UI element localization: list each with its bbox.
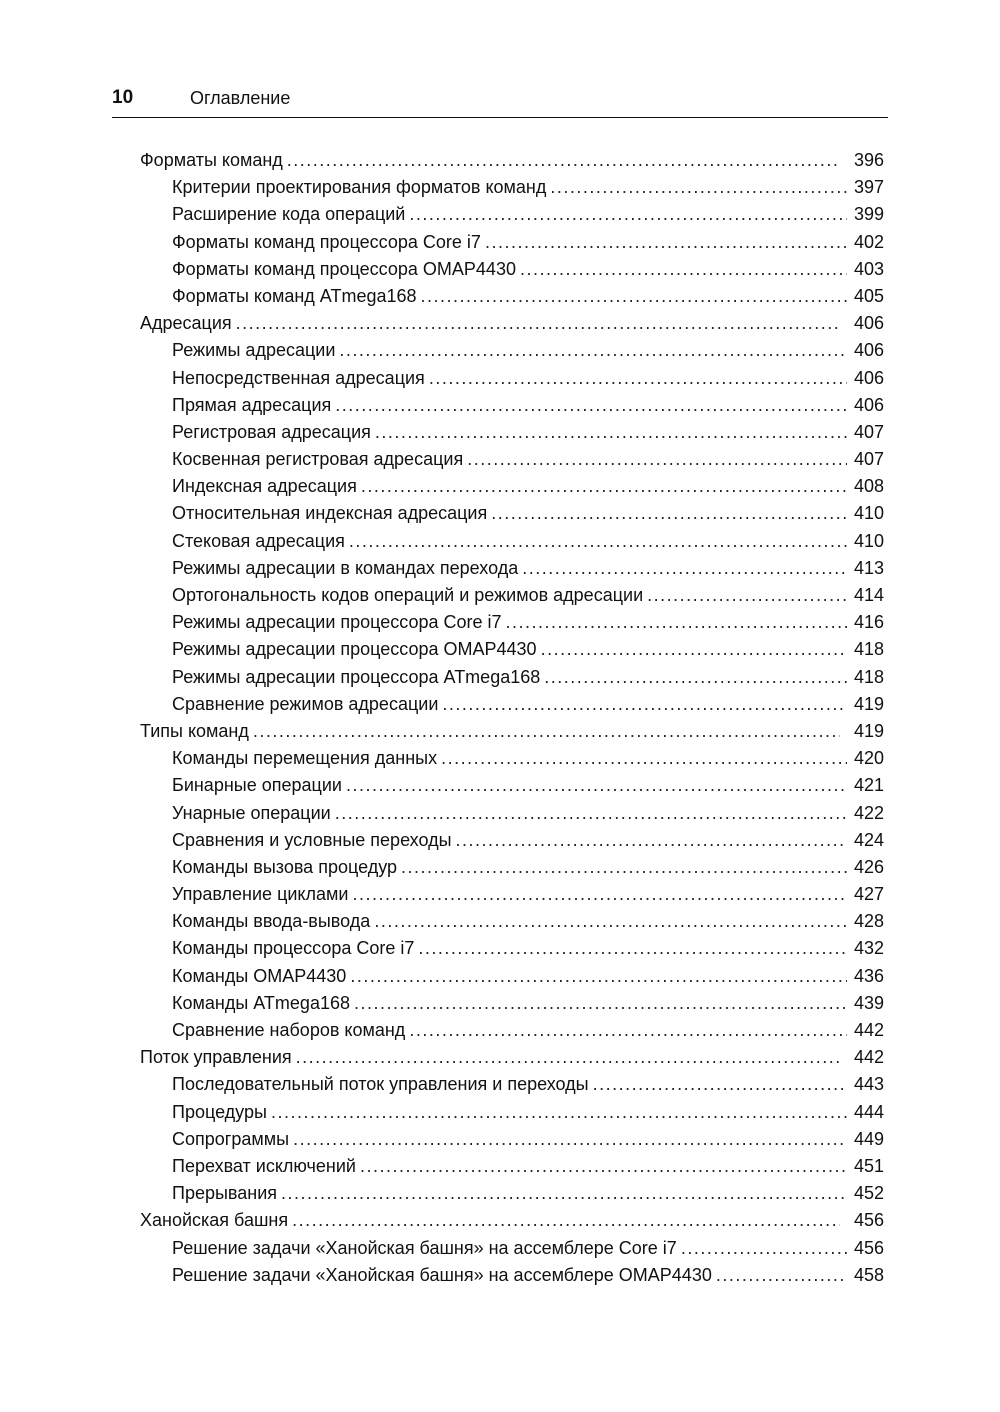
toc-entry-page: 419 xyxy=(853,693,884,714)
toc-dot-leader xyxy=(293,1126,847,1153)
toc-subsection-entry xyxy=(140,283,884,310)
toc-entry-page: 406 xyxy=(853,340,884,361)
toc-dot-leader xyxy=(401,854,847,881)
toc-dot-leader xyxy=(429,365,847,392)
toc-entry-title: Непосредственная адресация xyxy=(172,367,425,388)
toc-dot-leader xyxy=(281,1180,847,1207)
toc-entry-page: 458 xyxy=(853,1264,884,1285)
toc-entry-title: Команды ATmega168 xyxy=(172,992,350,1013)
toc-subsection-entry xyxy=(140,1180,884,1207)
toc-dot-leader xyxy=(681,1235,847,1262)
toc-entry-title: Прерывания xyxy=(172,1183,278,1204)
toc-dot-leader xyxy=(421,283,847,310)
toc-entry-title: Режимы адресации процессора ATmega168 xyxy=(172,666,541,687)
toc-subsection-entry xyxy=(140,392,884,419)
toc-entry-title: Перехват исключений xyxy=(172,1155,356,1176)
toc-entry-title: Бинарные операции xyxy=(172,775,342,796)
toc-entry-page: 407 xyxy=(853,449,884,470)
toc-entry-title: Команды вызова процедур xyxy=(172,856,397,877)
toc-entry-page: 428 xyxy=(853,911,884,932)
toc-entry-title: Унарные операции xyxy=(172,802,331,823)
toc-subsection-entry xyxy=(140,1235,884,1262)
toc-dot-leader xyxy=(491,500,847,527)
toc-subsection-entry xyxy=(140,1099,884,1126)
toc-entry-title: Адресация xyxy=(140,313,232,334)
toc-section-entry xyxy=(140,718,884,745)
toc-dot-leader xyxy=(287,147,840,174)
toc-entry-page: 410 xyxy=(853,530,884,551)
page-number: 10 xyxy=(112,87,134,108)
header-rule xyxy=(112,117,888,118)
toc-dot-leader xyxy=(520,256,847,283)
toc-entry-page: 402 xyxy=(853,231,884,252)
toc-dot-leader xyxy=(485,229,847,256)
toc-dot-leader xyxy=(541,636,847,663)
toc-subsection-entry xyxy=(140,854,884,881)
toc-dot-leader xyxy=(550,174,847,201)
toc-subsection-entry xyxy=(140,473,884,500)
toc-section-entry xyxy=(140,310,884,337)
toc-dot-leader xyxy=(506,609,847,636)
toc-dot-leader xyxy=(467,446,847,473)
toc-entry-page: 443 xyxy=(853,1074,884,1095)
toc-entry-page: 406 xyxy=(853,367,884,388)
toc-dot-leader xyxy=(418,935,847,962)
toc-subsection-entry xyxy=(140,745,884,772)
toc-entry-title: Режимы адресации процессора Core i7 xyxy=(172,612,502,633)
toc-entry-title: Процедуры xyxy=(172,1101,267,1122)
toc-entry-page: 427 xyxy=(853,884,884,905)
toc-entry-title: Решение задачи «Ханойская башня» на ассемблере Core i7 xyxy=(172,1237,677,1258)
toc-entry-title: Критерии проектирования форматов команд xyxy=(172,177,547,198)
toc-entry-page: 442 xyxy=(853,1047,884,1068)
toc-entry-page: 396 xyxy=(853,150,884,170)
toc-subsection-entry xyxy=(140,664,884,691)
toc-dot-leader xyxy=(346,772,847,799)
toc-subsection-entry xyxy=(140,772,884,799)
toc-dot-leader xyxy=(339,337,847,364)
toc-entry-page: 405 xyxy=(853,285,884,306)
toc-dot-leader xyxy=(236,310,840,337)
toc-dot-leader xyxy=(361,473,847,500)
toc-entry-page: 432 xyxy=(853,938,884,959)
toc-entry-title: Стековая адресация xyxy=(172,530,345,551)
toc-entry-page: 442 xyxy=(853,1020,884,1040)
toc-entry-page: 422 xyxy=(853,802,884,823)
toc-entry-page: 456 xyxy=(853,1237,884,1258)
toc-subsection-entry xyxy=(140,500,884,527)
toc-entry-title: Команды процессора Core i7 xyxy=(172,938,415,959)
toc-subsection-entry xyxy=(140,1071,884,1098)
toc-section-entry xyxy=(140,147,884,174)
toc-dot-leader xyxy=(441,745,847,772)
toc-entry-page: 444 xyxy=(853,1101,884,1122)
toc-dot-leader xyxy=(522,555,847,582)
toc-subsection-entry xyxy=(140,908,884,935)
toc-dot-leader xyxy=(442,691,847,718)
toc-dot-leader xyxy=(349,528,847,555)
toc-entry-title: Команды ввода-вывода xyxy=(172,911,371,932)
toc-entry-page: 451 xyxy=(853,1155,884,1176)
toc-dot-leader xyxy=(544,664,847,691)
toc-entry-page: 399 xyxy=(853,204,884,225)
toc-subsection-entry xyxy=(140,555,884,582)
toc-dot-leader xyxy=(456,827,847,854)
toc-entry-page: 408 xyxy=(853,476,884,497)
toc-subsection-entry xyxy=(140,881,884,908)
toc-entry-page: 426 xyxy=(853,856,884,877)
toc-dot-leader xyxy=(647,582,847,609)
running-title: Оглавление xyxy=(190,88,291,108)
toc-entry-page: 424 xyxy=(853,829,884,850)
toc-subsection-entry xyxy=(140,609,884,636)
toc-entry-title: Последовательный поток управления и переходы xyxy=(172,1074,589,1095)
toc-entry-title: Команды перемещения данных xyxy=(172,748,438,769)
toc-dot-leader xyxy=(335,392,847,419)
toc-entry-page: 397 xyxy=(853,177,884,198)
toc-subsection-entry xyxy=(140,636,884,663)
toc-entry-title: Управление циклами xyxy=(172,884,349,905)
toc-subsection-entry xyxy=(140,419,884,446)
toc-entry-page: 439 xyxy=(853,992,884,1013)
toc-entry-page: 436 xyxy=(853,965,884,986)
toc-entry-page: 407 xyxy=(853,421,884,442)
toc-dot-leader xyxy=(253,718,840,745)
toc-subsection-entry xyxy=(140,1017,884,1044)
toc-entry-title: Сопрограммы xyxy=(172,1128,290,1149)
toc-entry-title: Сравнения и условные переходы xyxy=(172,829,452,850)
toc-entry-title: Режимы адресации xyxy=(172,340,336,361)
toc-entry-page: 413 xyxy=(853,557,884,578)
toc-entry-page: 418 xyxy=(853,639,884,660)
toc-entry-page: 406 xyxy=(853,313,884,334)
toc-subsection-entry xyxy=(140,691,884,718)
toc-dot-leader xyxy=(409,1017,847,1044)
toc-entry-title: Прямая адресация xyxy=(172,394,332,415)
toc-entry-title: Сравнение наборов команд xyxy=(172,1020,406,1040)
toc-subsection-entry xyxy=(140,528,884,555)
toc-subsection-entry xyxy=(140,256,884,283)
toc-subsection-entry xyxy=(140,827,884,854)
toc-dot-leader xyxy=(335,800,847,827)
toc-section-entry xyxy=(140,1044,884,1071)
toc-dot-leader xyxy=(352,881,847,908)
toc-subsection-entry xyxy=(140,963,884,990)
table-of-contents xyxy=(140,147,884,1289)
toc-entry-title: Сравнение режимов адресации xyxy=(172,693,439,714)
toc-entry-page: 419 xyxy=(853,720,884,741)
toc-dot-leader xyxy=(354,990,847,1017)
toc-dot-leader xyxy=(271,1099,847,1126)
toc-entry-title: Типы команд xyxy=(140,720,249,741)
toc-dot-leader xyxy=(374,908,847,935)
toc-entry-title: Регистровая адресация xyxy=(172,421,371,442)
toc-entry-page: 456 xyxy=(853,1210,884,1231)
toc-entry-title: Ханойская башня xyxy=(140,1210,289,1231)
toc-dot-leader xyxy=(716,1262,847,1289)
toc-entry-page: 403 xyxy=(853,258,884,279)
toc-entry-page: 410 xyxy=(853,503,884,524)
toc-entry-page: 416 xyxy=(853,612,884,633)
toc-dot-leader xyxy=(350,963,847,990)
toc-entry-title: Режимы адресации процессора OMAP4430 xyxy=(172,639,537,660)
toc-dot-leader xyxy=(409,201,847,228)
toc-subsection-entry xyxy=(140,201,884,228)
page-header xyxy=(112,86,888,116)
toc-subsection-entry xyxy=(140,1262,884,1289)
toc-subsection-entry xyxy=(140,174,884,201)
toc-section-entry xyxy=(140,1207,884,1234)
toc-entry-title: Форматы команд ATmega168 xyxy=(172,285,417,306)
toc-subsection-entry xyxy=(140,1153,884,1180)
toc-subsection-entry xyxy=(140,935,884,962)
toc-entry-title: Индексная адресация xyxy=(172,476,357,497)
toc-entry-title: Решение задачи «Ханойская башня» на ассемблере OMAP4430 xyxy=(172,1264,712,1285)
toc-entry-title: Форматы команд процессора OMAP4430 xyxy=(172,258,516,279)
toc-entry-title: Относительная индексная адресация xyxy=(172,503,488,524)
toc-entry-title: Поток управления xyxy=(140,1047,292,1068)
toc-dot-leader xyxy=(375,419,847,446)
toc-entry-page: 449 xyxy=(853,1128,884,1149)
toc-subsection-entry xyxy=(140,446,884,473)
toc-entry-title: Команды OMAP4430 xyxy=(172,965,347,986)
toc-entry-title: Форматы команд процессора Core i7 xyxy=(172,231,481,252)
toc-entry-page: 418 xyxy=(853,666,884,687)
toc-entry-page: 406 xyxy=(853,394,884,415)
toc-subsection-entry xyxy=(140,800,884,827)
toc-entry-page: 414 xyxy=(853,585,884,605)
toc-entry-page: 452 xyxy=(853,1183,884,1204)
toc-subsection-entry xyxy=(140,1126,884,1153)
toc-subsection-entry xyxy=(140,229,884,256)
toc-entry-title: Ортогональность кодов операций и режимов адресации xyxy=(172,585,644,605)
toc-subsection-entry xyxy=(140,337,884,364)
toc-subsection-entry xyxy=(140,990,884,1017)
toc-entry-page: 421 xyxy=(853,775,884,796)
toc-entry-page: 420 xyxy=(853,748,884,769)
toc-subsection-entry xyxy=(140,582,884,609)
toc-subsection-entry xyxy=(140,365,884,392)
toc-dot-leader xyxy=(593,1071,847,1098)
toc-entry-title: Косвенная регистровая адресация xyxy=(172,449,464,470)
toc-entry-title: Расширение кода операций xyxy=(172,204,406,225)
toc-dot-leader xyxy=(292,1207,840,1234)
toc-dot-leader xyxy=(296,1044,840,1071)
toc-entry-title: Режимы адресации в командах перехода xyxy=(172,557,519,578)
toc-entry-title: Форматы команд xyxy=(140,150,283,170)
toc-dot-leader xyxy=(360,1153,847,1180)
